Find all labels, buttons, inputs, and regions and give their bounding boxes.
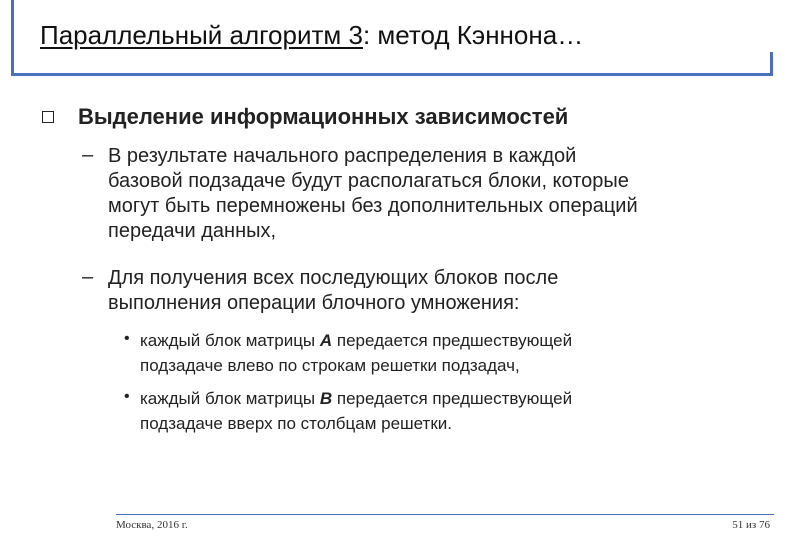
footer-divider — [116, 514, 774, 515]
footer-location: Москва, 2016 г. — [116, 519, 188, 531]
dash-bullet-2: – — [82, 266, 94, 288]
list-item-1 — [108, 144, 768, 244]
sub-item-1-line1 — [140, 328, 760, 353]
title-rest: : метод Кэннона… — [362, 20, 584, 50]
sub-item-2-suffix: передается предшествующей — [332, 389, 573, 408]
sub-item-2-line1 — [140, 386, 760, 411]
list-item-2-line: выполнения операции блочного умножения: — [108, 292, 520, 314]
list-item-2-line: Для получения всех последующих блоков после — [108, 267, 559, 289]
title-underlined: Параллельный алгоритм 3 — [40, 20, 363, 50]
dot-bullet-2: • — [124, 388, 130, 405]
sub-item-1-line2: подзадаче влево по строкам решетки подзадач, — [140, 356, 520, 375]
sub-item-1 — [140, 328, 760, 378]
matrix-a-label: A — [319, 331, 333, 350]
list-item-1-line: могут быть перемножены без дополнительных операций — [108, 195, 638, 217]
dash-bullet-1: – — [82, 144, 94, 166]
sub-item-2 — [140, 386, 760, 436]
sub-item-2-line2: подзадаче вверх по столбцам решетки. — [140, 414, 453, 433]
slide-title — [40, 20, 583, 51]
matrix-b-label: B — [319, 389, 333, 408]
dot-bullet-1: • — [124, 330, 130, 347]
sub-item-1-suffix: передается предшествующей — [332, 331, 573, 350]
list-item-2 — [108, 266, 768, 316]
page-number: 51 из 76 — [732, 519, 770, 531]
checkbox-bullet-icon — [42, 111, 54, 123]
title-divider — [11, 73, 773, 76]
list-item-1-line: базовой подзадаче будут располагаться блоки, которые — [108, 170, 629, 192]
section-heading: Выделение информационных зависимостей — [78, 104, 569, 129]
left-accent-bar — [11, 0, 14, 76]
sub-item-2-prefix: каждый блок матрицы — [140, 389, 320, 408]
list-item-1-line: В результате начального распределения в каждой — [108, 145, 577, 167]
right-accent-tick — [770, 52, 773, 76]
list-item-1-line: передачи данных, — [108, 220, 277, 242]
sub-item-1-prefix: каждый блок матрицы — [140, 331, 320, 350]
